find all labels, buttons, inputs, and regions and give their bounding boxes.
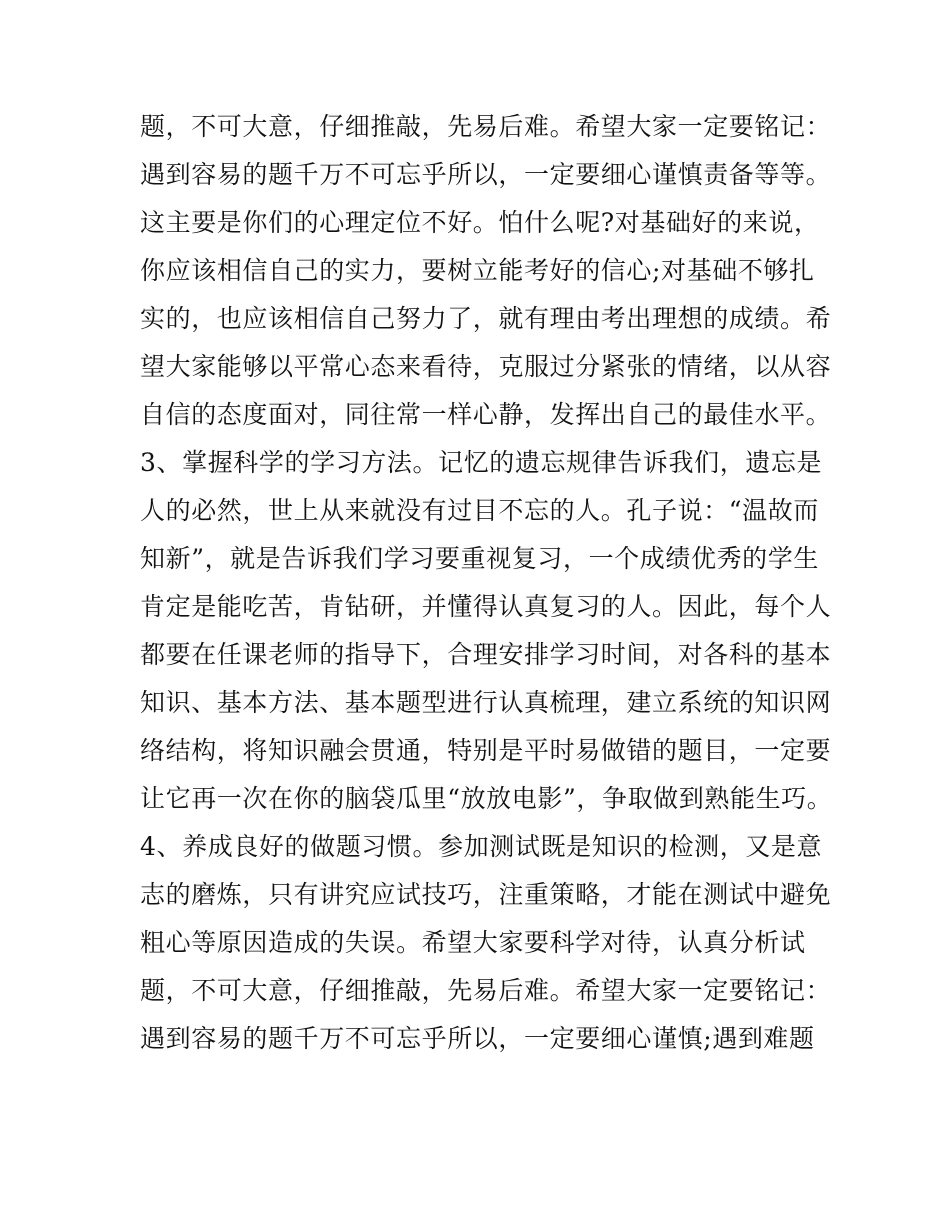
text-line: 题，不可大意，仔细推敲，先易后难。希望大家一定要铭记： bbox=[140, 112, 832, 141]
text-line: 知新”，就是告诉我们学习要重视复习，一个成绩优秀的学生 bbox=[140, 544, 819, 573]
text-line: 络结构，将知识融会贯通，特别是平时易做错的题目，一定要 bbox=[140, 736, 832, 765]
text-line: 你应该相信自己的实力，要树立能考好的信心;对基础不够扎 bbox=[140, 256, 815, 285]
document-body bbox=[140, 103, 833, 1063]
text-line: 人的必然，世上从来就没有过目不忘的人。孔子说：“温故而 bbox=[140, 496, 819, 525]
text-line: 都要在任课老师的指导下，合理安排学习时间，对各科的基本 bbox=[140, 640, 832, 669]
text-line: 这主要是你们的心理定位不好。怕什么呢?对基础好的来说， bbox=[140, 208, 820, 237]
text-line: 遇到容易的题千万不可忘乎所以，一定要细心谨慎;遇到难题 bbox=[140, 1024, 815, 1053]
text-line: 遇到容易的题千万不可忘乎所以，一定要细心谨慎责备等等。 bbox=[140, 160, 832, 189]
text-line: 粗心等原因造成的失误。希望大家要科学对待，认真分析试 bbox=[140, 928, 806, 957]
text-line: 3、掌握科学的学习方法。记忆的遗忘规律告诉我们，遗忘是 bbox=[140, 448, 823, 477]
text-line: 4、养成良好的做题习惯。参加测试既是知识的检测，又是意 bbox=[140, 832, 823, 861]
text-line: 肯定是能吃苦，肯钻研，并懂得认真复习的人。因此，每个人 bbox=[140, 592, 832, 621]
text-line: 题，不可大意，仔细推敲，先易后难。希望大家一定要铭记： bbox=[140, 976, 832, 1005]
text-line: 志的磨炼，只有讲究应试技巧，注重策略，才能在测试中避免 bbox=[140, 880, 832, 909]
text-line: 望大家能够以平常心态来看待，克服过分紧张的情绪，以从容 bbox=[140, 352, 832, 381]
text-line: 自信的态度面对，同往常一样心静，发挥出自己的最佳水平。 bbox=[140, 400, 832, 429]
text-line: 实的，也应该相信自己努力了，就有理由考出理想的成绩。希 bbox=[140, 304, 832, 333]
text-line: 让它再一次在你的脑袋瓜里“放放电影”，争取做到熟能生巧。 bbox=[140, 784, 833, 813]
text-line: 知识、基本方法、基本题型进行认真梳理，建立系统的知识网 bbox=[140, 688, 832, 717]
